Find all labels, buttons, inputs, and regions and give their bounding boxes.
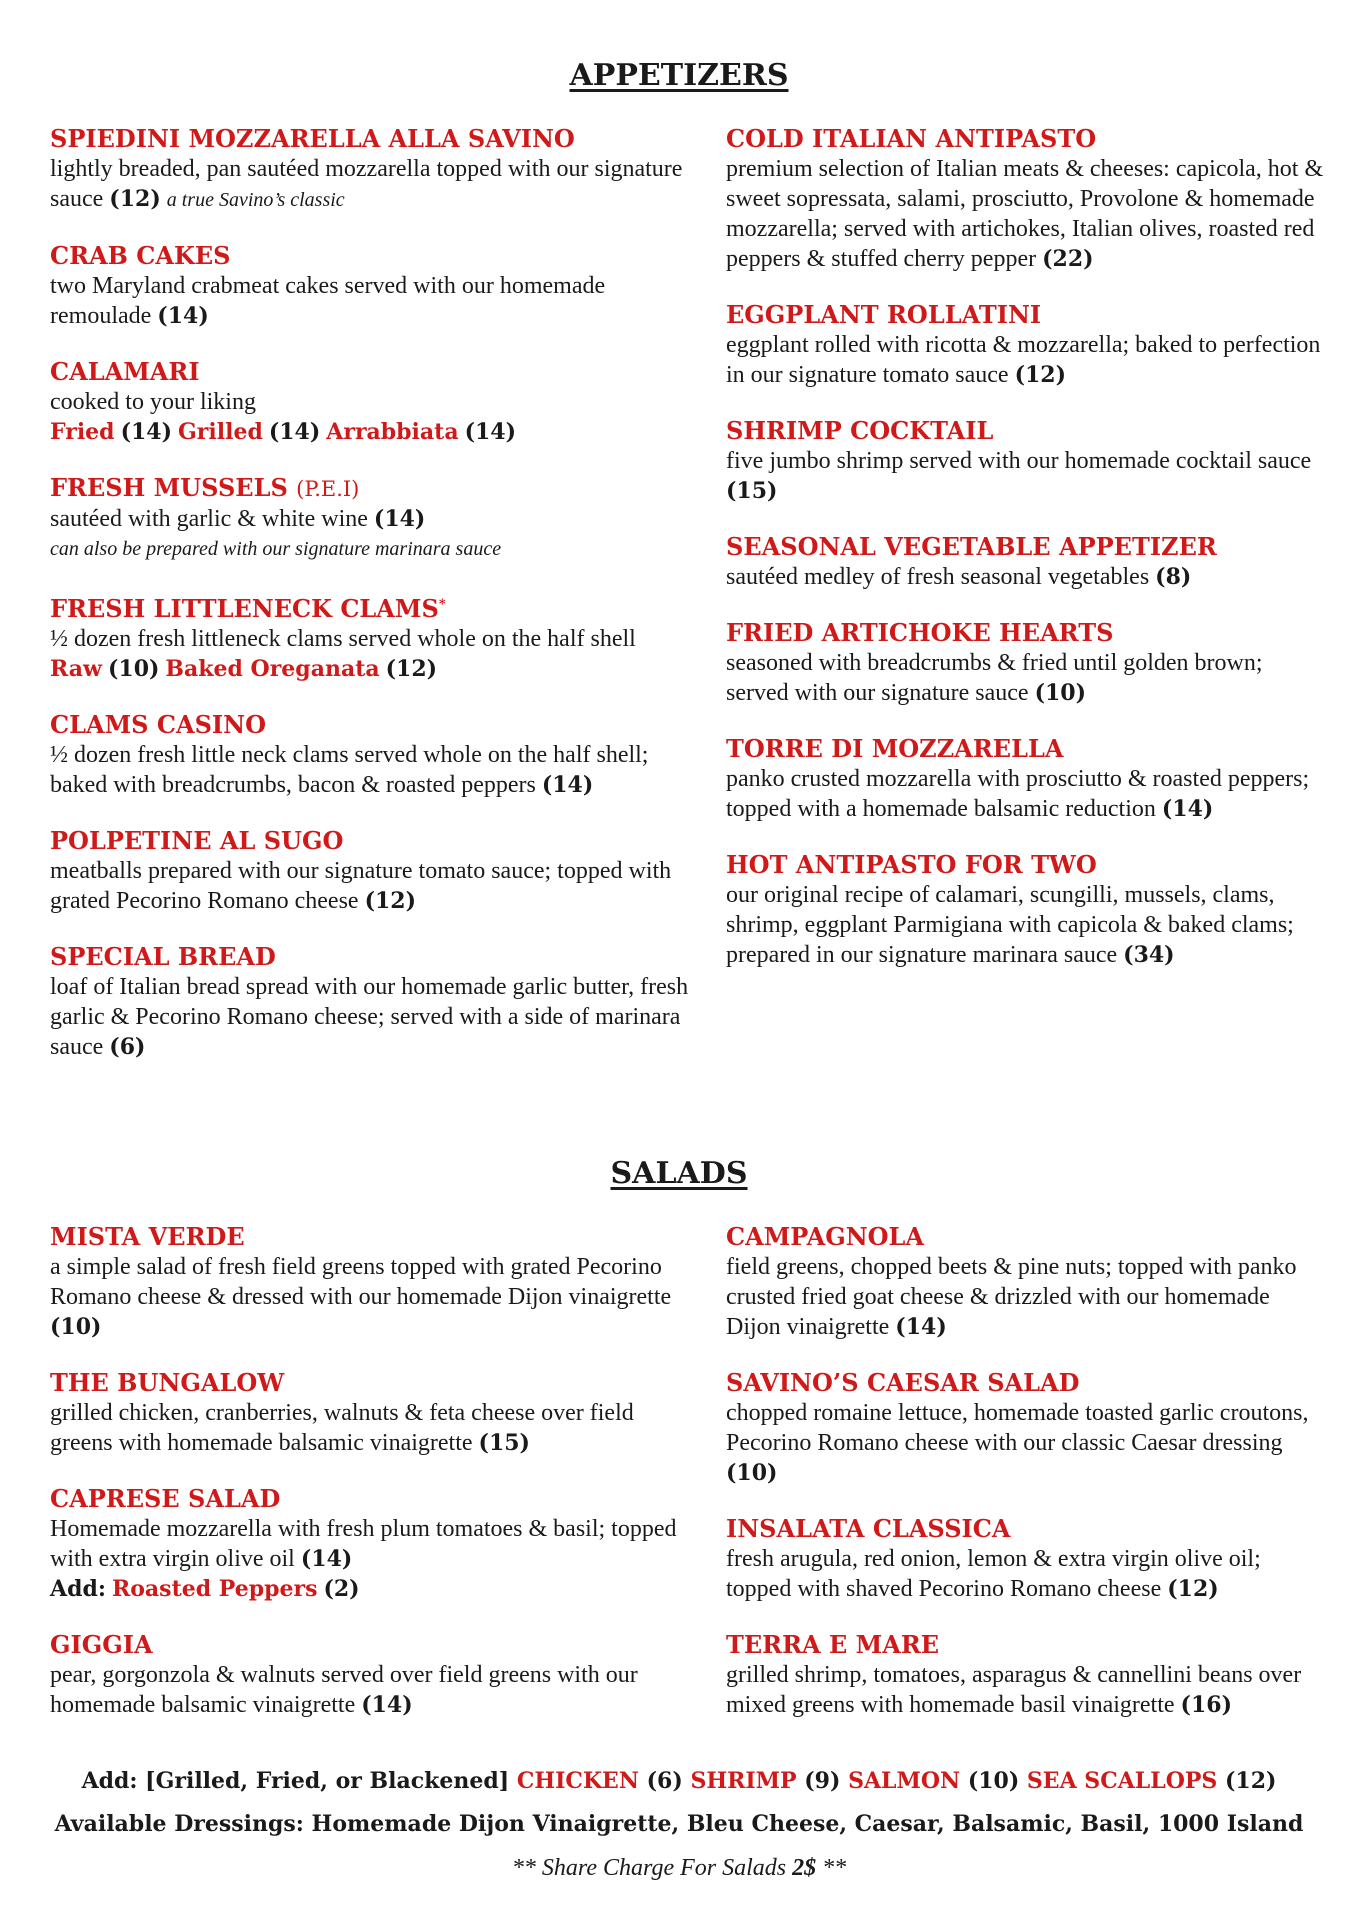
menu-item: EGGPLANT ROLLATINI eggplant rolled with ricotta & mozzarella; baked to perfection in our signature tomato sauce (12)	[726, 300, 1321, 388]
salads-right-column	[726, 1222, 1326, 1746]
menu-item: CAPRESE SALAD Homemade mozzarella with fresh plum tomatoes & basil; topped with extra virgin olive oil (14) Add: Roasted Peppers (2)	[50, 1484, 677, 1602]
menu-item: TERRA E MARE grilled shrimp, tomatoes, asparagus & cannellini beans over mixed greens with homemade basil vinaigrette (16)	[726, 1630, 1302, 1718]
menu-item: POLPETINE AL SUGO meatballs prepared with our signature tomato sauce; topped with grated Pecorino Romano cheese (12)	[50, 826, 672, 914]
salads-title: SALADS	[610, 1156, 748, 1191]
menu-item: CAMPAGNOLA field greens, chopped beets & pine nuts; topped with panko crusted fried goat cheese & drizzled with our homemade Dijon vinaigrette (14)	[726, 1222, 1297, 1340]
share-charge-note: ** Share Charge For Salads 2$ **	[511, 1855, 847, 1881]
menu-item: FRIED ARTICHOKE HEARTS seasoned with breadcrumbs & fried until golden brown; served with our signature sauce (10)	[726, 618, 1263, 706]
menu-item: TORRE DI MOZZARELLA panko crusted mozzarella with prosciutto & roasted peppers; topped with a homemade balsamic reduction (14)	[726, 734, 1310, 822]
menu-item: SPIEDINI MOZZARELLA ALLA SAVINO lightly breaded, pan sautéed mozzarella topped with our signature sauce (12) a true Savino’s classic	[50, 124, 683, 212]
menu-item: SEASONAL VEGETABLE APPETIZER sautéed medley of fresh seasonal vegetables (8)	[726, 532, 1217, 590]
salads-left-column	[50, 1222, 690, 1746]
available-dressings: Available Dressings: Homemade Dijon Vinaigrette, Bleu Cheese, Caesar, Balsamic, Basil, 1000 Island	[54, 1811, 1304, 1837]
menu-item: CLAMS CASINO ½ dozen fresh little neck clams served whole on the half shell; baked with breadcrumbs, bacon & roasted peppers (14)	[50, 710, 649, 798]
menu-item: SPECIAL BREAD loaf of Italian bread spread with our homemade garlic butter, fresh garlic & Pecorino Romano cheese; served with a side of marinara sauce (6)	[50, 942, 689, 1060]
menu-item: FRESH LITTLENECK CLAMS* ½ dozen fresh littleneck clams served whole on the half shell Raw (10) Baked Oreganata (12)	[50, 594, 636, 682]
menu-item: THE BUNGALOW grilled chicken, cranberries, walnuts & feta cheese over field greens with homemade balsamic vinaigrette (15)	[50, 1368, 634, 1456]
appetizers-left-column	[50, 124, 690, 1088]
menu-item: INSALATA CLASSICA fresh arugula, red onion, lemon & extra virgin olive oil; topped with shaved Pecorino Romano cheese (12)	[726, 1514, 1261, 1602]
menu-item: SHRIMP COCKTAIL five jumbo shrimp served with our homemade cocktail sauce (15)	[726, 416, 1312, 504]
protein-add-ons: Add: [Grilled, Fried, or Blackened] CHICKEN (6) SHRIMP (9) SALMON (10) SEA SCALLOPS (12)	[81, 1768, 1277, 1794]
menu-item: CRAB CAKES two Maryland crabmeat cakes served with our homemade remoulade (14)	[50, 241, 606, 329]
menu-item: GIGGIA pear, gorgonzola & walnuts served over field greens with our homemade balsamic vinaigrette (14)	[50, 1630, 638, 1718]
menu-item: CALAMARI cooked to your liking Fried (14) Grilled (14) Arrabbiata (14)	[50, 357, 517, 445]
menu-item: COLD ITALIAN ANTIPASTO premium selection of Italian meats & cheeses: capicola, hot & sweet sopressata, salami, prosciutto, Provolone & homemade mozzarella; served with artichokes, Italian olives, roasted red peppers & stuffed cherry pepper (22)	[726, 124, 1324, 272]
appetizers-right-column	[726, 124, 1326, 996]
menu-item: HOT ANTIPASTO FOR TWO our original recipe of calamari, scungilli, mussels, clams, shrimp, eggplant Parmigiana with capicola & baked clams; prepared in our signature marinara sauce (34)	[726, 850, 1294, 968]
menu-item: FRESH MUSSELS (P.E.I) sautéed with garlic & white wine (14) can also be prepared with our signature marinara sauce	[50, 473, 502, 560]
menu-item: MISTA VERDE a simple salad of fresh field greens topped with grated Pecorino Romano cheese & dressed with our homemade Dijon vinaigrette (10)	[50, 1222, 672, 1340]
menu-item: SAVINO’S CAESAR SALAD chopped romaine lettuce, homemade toasted garlic croutons, Pecorino Romano cheese with our classic Caesar dressing (10)	[726, 1368, 1309, 1486]
appetizers-title: APPETIZERS	[569, 58, 789, 93]
